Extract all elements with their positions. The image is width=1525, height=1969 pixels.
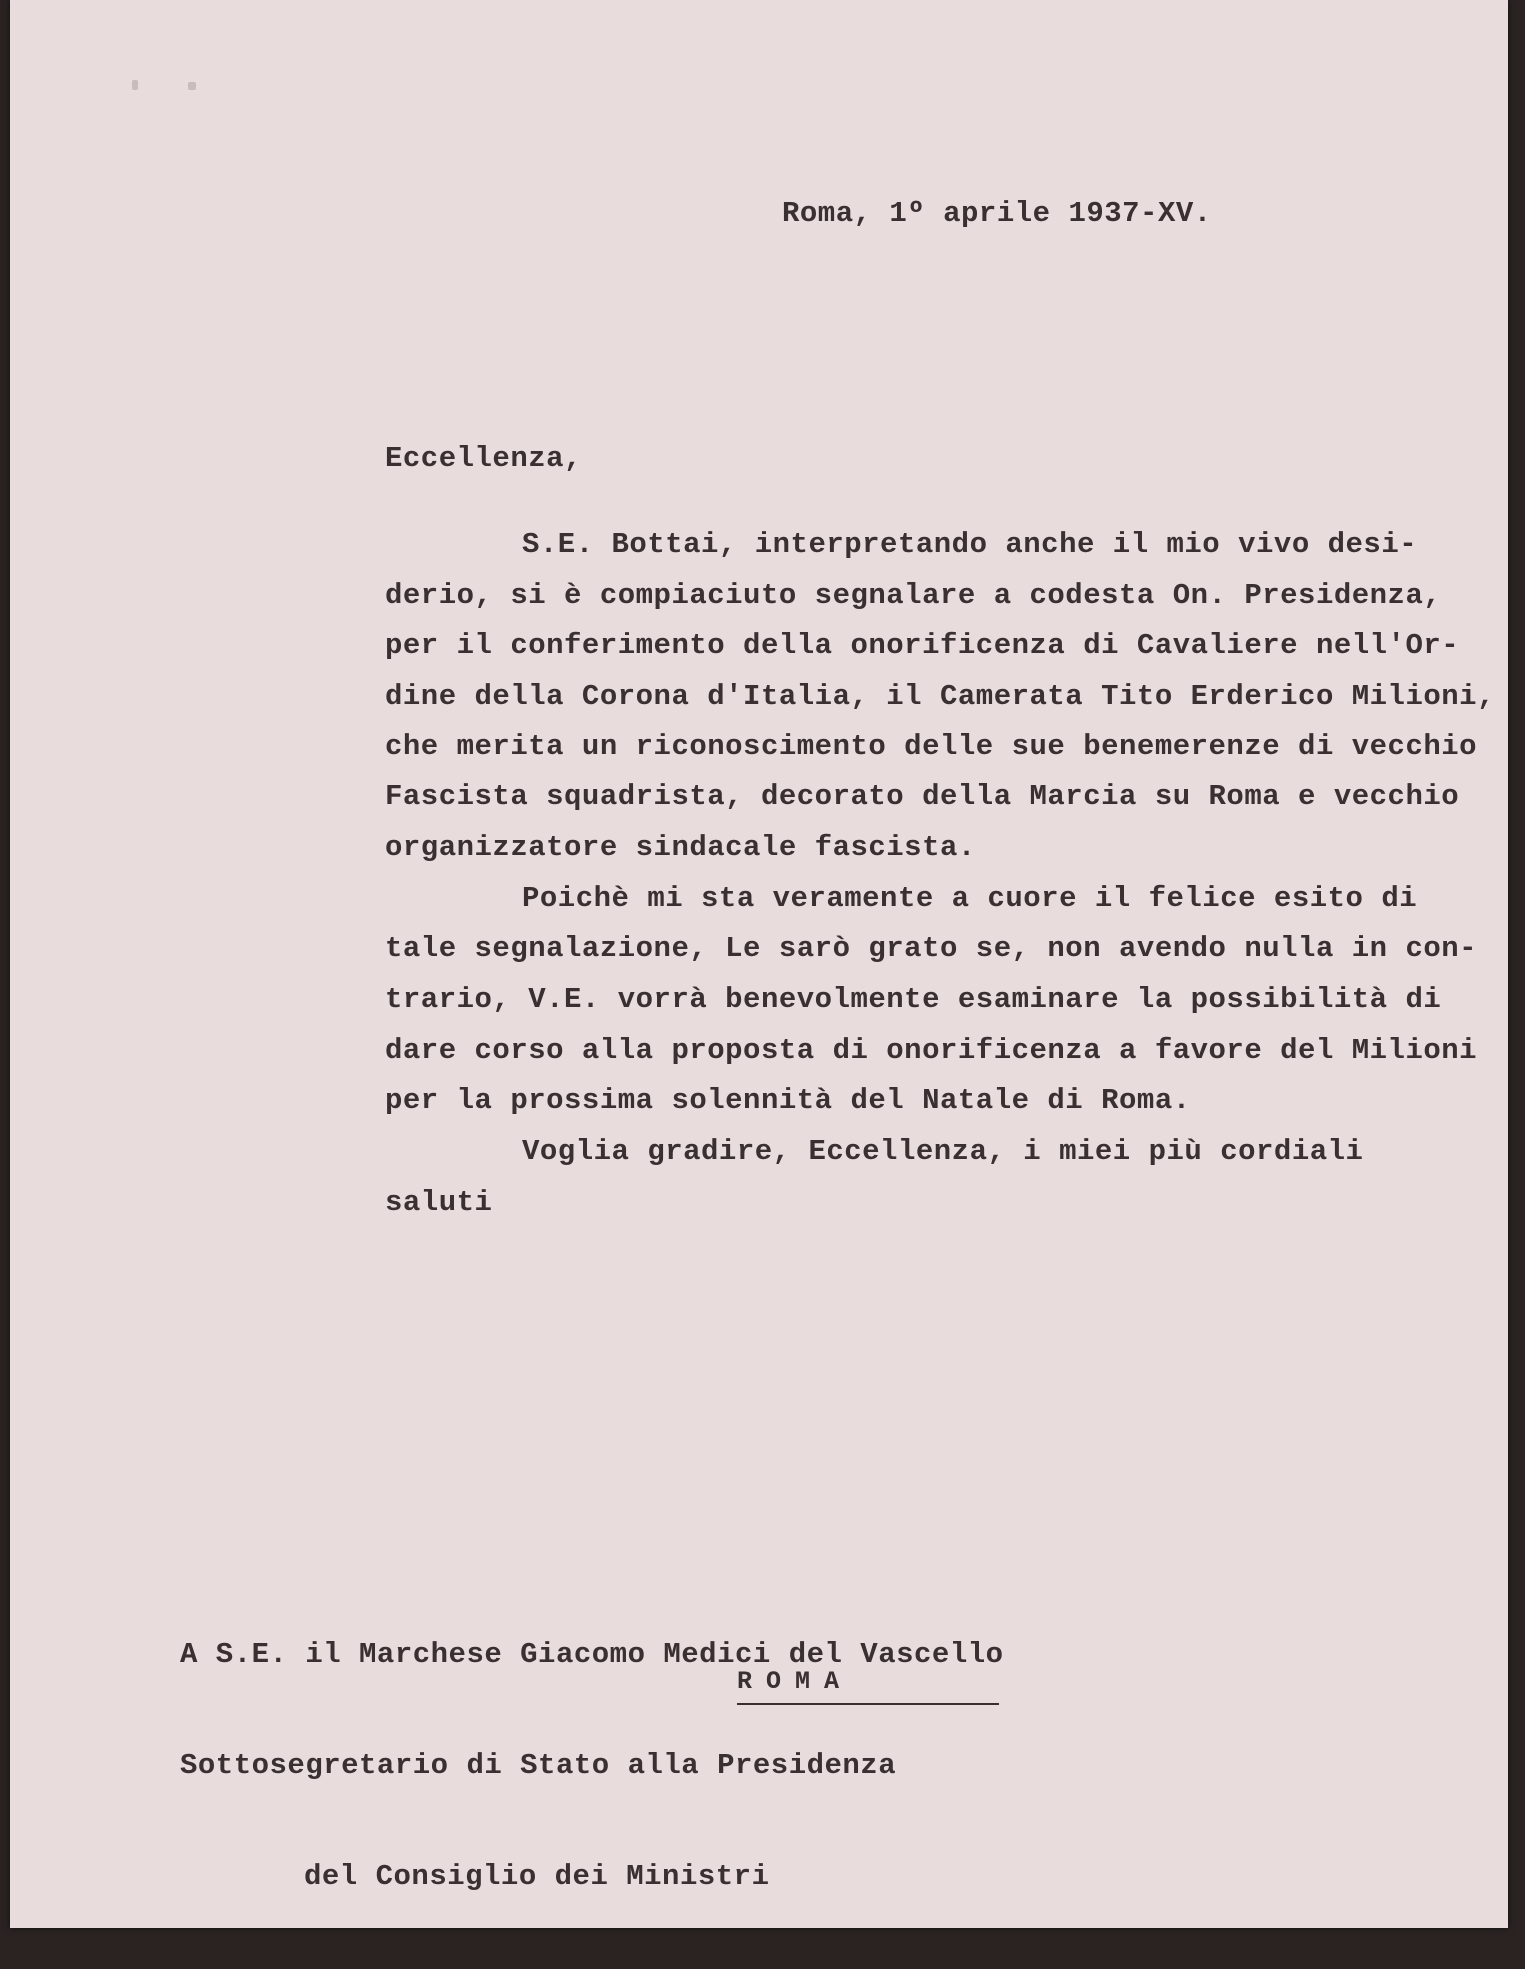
body-line: S.E. Bottai, interpretando anche il mio vivo desi- [522, 528, 1418, 561]
pin-mark [132, 80, 138, 90]
body-line: dine della Corona d'Italia, il Camerata Tito Erderico Milioni, [385, 680, 1495, 713]
addressee-block [180, 1562, 1004, 1969]
letter-salutation: Eccellenza, [385, 442, 582, 475]
letter-sheet [10, 0, 1508, 1928]
city-name: ROMA [737, 1667, 854, 1696]
body-line: tale segnalazione, Le sarò grato se, non avendo nulla in con- [385, 932, 1478, 965]
city-underline [737, 1703, 999, 1705]
body-line: Fascista squadrista, decorato della Marcia su Roma e vecchio [385, 780, 1460, 813]
addressee-line: A S.E. il Marchese Giacomo Medici del Vascello [180, 1638, 1004, 1671]
body-line: dare corso alla proposta di onorificenza a favore del Milioni [385, 1034, 1478, 1067]
letter-date: Roma, 1º aprile 1937-XV. [782, 197, 1212, 230]
body-line: per la prossima solennità del Natale di Roma. [385, 1084, 1191, 1117]
addressee-line: Sottosegretario di Stato alla Presidenza [180, 1749, 897, 1782]
body-line: che merita un riconoscimento delle sue benemerenze di vecchio [385, 730, 1478, 763]
pin-mark [188, 82, 196, 90]
body-line: trario, V.E. vorrà benevolmente esaminare la possibilità di [385, 983, 1442, 1016]
addressee-line: del Consiglio dei Ministri [304, 1860, 770, 1893]
body-line: organizzatore sindacale fascista. [385, 831, 976, 864]
body-line: Poichè mi sta veramente a cuore il felice esito di [522, 882, 1418, 915]
body-line: saluti [385, 1186, 493, 1219]
body-line: derio, si è compiaciuto segnalare a codesta On. Presidenza, [385, 579, 1442, 612]
body-line: per il conferimento della onorificenza di Cavaliere nell'Or- [385, 629, 1460, 662]
body-line: Voglia gradire, Eccellenza, i miei più cordiali [522, 1135, 1364, 1168]
